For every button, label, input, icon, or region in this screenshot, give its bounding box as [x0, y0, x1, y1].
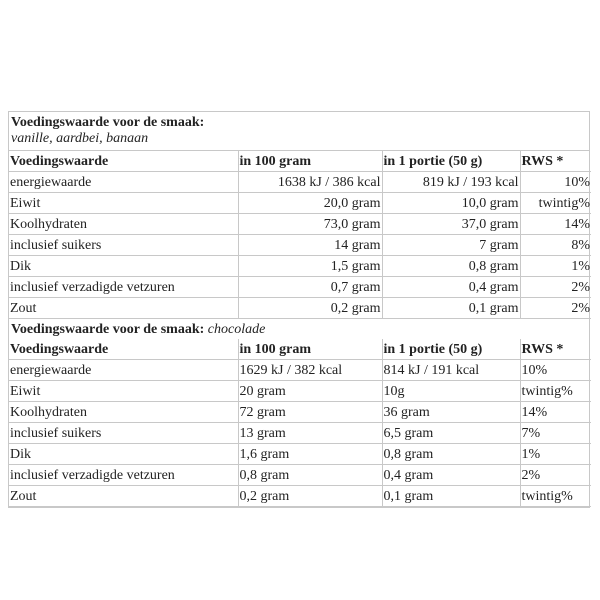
table-row [9, 193, 591, 214]
section2-flavor: chocolade [207, 322, 266, 337]
table-row [9, 235, 591, 256]
nutrient-label: Eiwit [9, 193, 238, 214]
section1-header-row [9, 151, 591, 172]
nutrient-label: Koolhydraten [9, 402, 238, 423]
nutrient-value: 72 gram [238, 402, 382, 423]
table-row [9, 256, 591, 277]
section1-flavor: vanille, aardbei, banaan [11, 131, 149, 146]
column-header: Voedingswaarde [9, 151, 238, 172]
section2-table [9, 339, 591, 507]
nutrient-value: 0,4 gram [382, 465, 520, 486]
nutrient-value: 1,5 gram [238, 256, 382, 277]
nutrient-value: 1638 kJ / 386 kcal [238, 172, 382, 193]
nutrient-label: Zout [9, 486, 238, 507]
nutrient-label: Dik [9, 444, 238, 465]
section1-caption [9, 112, 589, 151]
nutrient-value: 0,8 gram [382, 256, 520, 277]
column-header: RWS * [520, 339, 591, 360]
nutrition-table [8, 111, 590, 508]
column-header: in 1 portie (50 g) [382, 151, 520, 172]
column-header: in 100 gram [238, 151, 382, 172]
column-header: in 100 gram [238, 339, 382, 360]
nutrient-label: inclusief verzadigde vetzuren [9, 277, 238, 298]
nutrient-label: energiewaarde [9, 360, 238, 381]
nutrient-value: 0,1 gram [382, 486, 520, 507]
table-row [9, 172, 591, 193]
nutrient-value: 1,6 gram [238, 444, 382, 465]
nutrient-value: 0,2 gram [238, 298, 382, 319]
nutrient-value: 20,0 gram [238, 193, 382, 214]
table-row [9, 465, 591, 486]
nutrient-value: 36 gram [382, 402, 520, 423]
table-row [9, 360, 591, 381]
nutrient-value: 819 kJ / 193 kcal [382, 172, 520, 193]
section2-caption [9, 319, 589, 339]
nutrient-value: 0,8 gram [382, 444, 520, 465]
table-row [9, 402, 591, 423]
nutrient-value: 10,0 gram [382, 193, 520, 214]
nutrient-value: 7 gram [382, 235, 520, 256]
nutrient-value: 14% [520, 214, 591, 235]
table-row [9, 423, 591, 444]
nutrient-value: 1% [520, 444, 591, 465]
nutrient-value: 6,5 gram [382, 423, 520, 444]
column-header: in 1 portie (50 g) [382, 339, 520, 360]
nutrient-value: 0,4 gram [382, 277, 520, 298]
nutrient-value: 0,1 gram [382, 298, 520, 319]
nutrient-value: twintig% [520, 193, 591, 214]
nutrient-label: Dik [9, 256, 238, 277]
nutrient-value: 37,0 gram [382, 214, 520, 235]
column-header: RWS * [520, 151, 591, 172]
nutrient-value: 7% [520, 423, 591, 444]
section1-table [9, 151, 591, 319]
nutrient-value: 8% [520, 235, 591, 256]
nutrient-value: 10% [520, 172, 591, 193]
table-row [9, 444, 591, 465]
nutrient-value: 0,8 gram [238, 465, 382, 486]
nutrient-value: 14 gram [238, 235, 382, 256]
nutrient-value: 13 gram [238, 423, 382, 444]
nutrient-label: inclusief suikers [9, 423, 238, 444]
nutrient-label: Zout [9, 298, 238, 319]
nutrient-value: 2% [520, 298, 591, 319]
nutrient-value: 2% [520, 277, 591, 298]
table-row [9, 298, 591, 319]
table-row [9, 277, 591, 298]
nutrient-value: 814 kJ / 191 kcal [382, 360, 520, 381]
column-header: Voedingswaarde [9, 339, 238, 360]
table-row [9, 214, 591, 235]
nutrient-label: energiewaarde [9, 172, 238, 193]
nutrient-value: 10g [382, 381, 520, 402]
nutrient-value: twintig% [520, 486, 591, 507]
table-row [9, 381, 591, 402]
nutrient-value: twintig% [520, 381, 591, 402]
nutrient-value: 20 gram [238, 381, 382, 402]
table-row [9, 486, 591, 507]
section1-title: Voedingswaarde voor de smaak: [11, 115, 205, 130]
section2-title: Voedingswaarde voor de smaak: [11, 322, 205, 337]
nutrient-label: Eiwit [9, 381, 238, 402]
nutrient-value: 0,7 gram [238, 277, 382, 298]
nutrient-label: inclusief suikers [9, 235, 238, 256]
nutrient-label: Koolhydraten [9, 214, 238, 235]
nutrient-value: 2% [520, 465, 591, 486]
nutrient-value: 73,0 gram [238, 214, 382, 235]
nutrient-value: 10% [520, 360, 591, 381]
nutrient-value: 14% [520, 402, 591, 423]
nutrient-value: 1% [520, 256, 591, 277]
nutrient-value: 1629 kJ / 382 kcal [238, 360, 382, 381]
nutrient-label: inclusief verzadigde vetzuren [9, 465, 238, 486]
section2-header-row [9, 339, 591, 360]
nutrient-value: 0,2 gram [238, 486, 382, 507]
